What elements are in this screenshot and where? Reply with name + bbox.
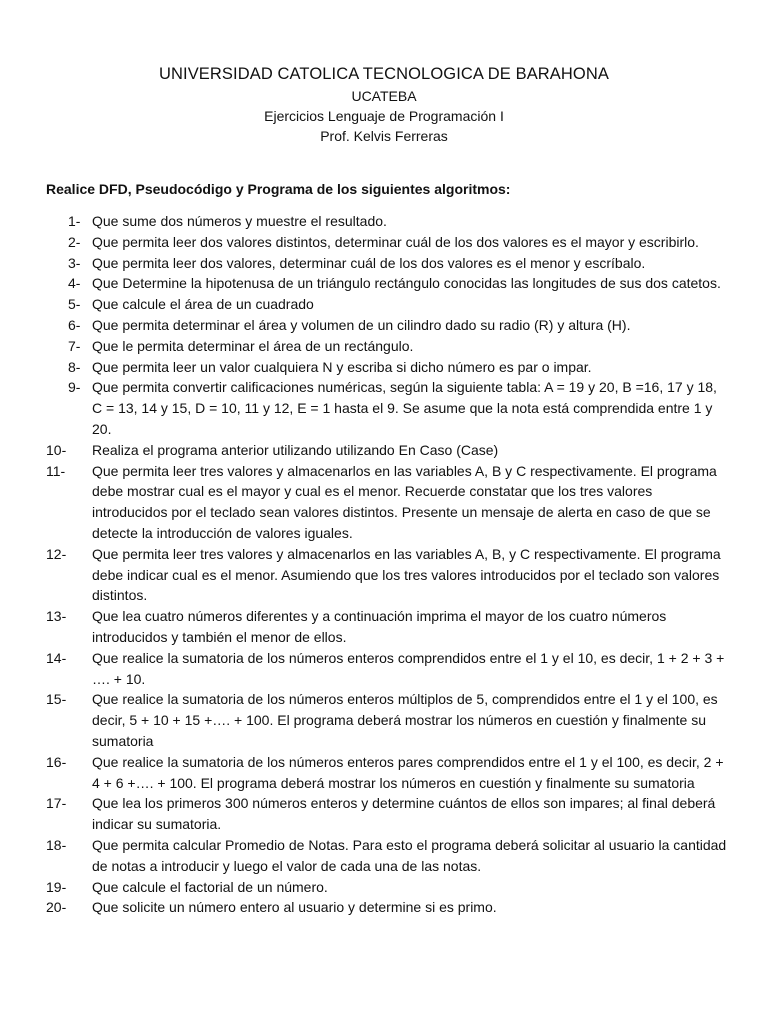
exercise-item <box>46 273 730 294</box>
exercise-item <box>46 877 730 898</box>
exercise-text: Que lea los primeros 300 números enteros y determine cuántos de ellos son impares; al final deberá indicar su sumatoria. <box>92 795 716 833</box>
exercise-item <box>46 357 730 378</box>
exercise-item <box>46 336 730 357</box>
professor-name: Prof. Kelvis Ferreras <box>320 128 448 144</box>
exercise-item <box>46 315 730 336</box>
exercise-number: 2- <box>68 233 81 250</box>
exercise-text: Que permita convertir calificaciones numéricas, según la siguiente tabla: A = 19 y 20, B =16, 17 y 18, C = 13, 14 y 15, D = 10, 11 y 12, E = 1 hasta el 9. Se asume que la nota está comprendida entre 1 y 20. <box>92 379 717 437</box>
exercise-text: Que lea cuatro números diferentes y a continuación imprima el mayor de los cuatro números introducidos y también el menor de ellos. <box>92 608 667 645</box>
exercise-text: Que sume dos números y muestre el resultado. <box>92 213 387 229</box>
exercise-number: 13- <box>46 608 67 625</box>
exercise-text: Que permita determinar el área y volumen de un cilindro dado su radio (R) y altura (H). <box>92 316 631 333</box>
exercise-number: 15- <box>46 691 67 708</box>
exercise-item <box>46 544 730 606</box>
course-title: Ejercicios Lenguaje de Programación I <box>264 108 504 124</box>
exercise-number: 18- <box>46 836 67 853</box>
exercise-number: 5- <box>68 296 81 313</box>
exercise-item <box>46 606 730 648</box>
exercise-number: 20- <box>46 899 67 916</box>
exercise-text: Que calcule el área de un cuadrado <box>92 296 314 313</box>
exercise-item <box>46 377 730 439</box>
exercise-text: Que permita leer dos valores distintos, determinar cuál de los dos valores es el mayor y escribirlo. <box>92 233 699 250</box>
exercise-list <box>46 211 730 918</box>
exercise-text: Que le permita determinar el área de un rectángulo. <box>92 337 414 354</box>
exercise-text: Realiza el programa anterior utilizando utilizando En Caso (Case) <box>92 441 499 458</box>
exercise-number: 1- <box>68 213 81 229</box>
exercise-item <box>46 648 730 690</box>
exercise-number: 7- <box>68 337 81 354</box>
exercise-text: Que permita calcular Promedio de Notas. Para esto el programa deberá solicitar al usuario la cantidad de notas a introducir y luego el valor de cada una de las notas. <box>92 836 727 874</box>
exercise-number: 16- <box>46 753 67 770</box>
exercise-number: 14- <box>46 649 67 666</box>
exercise-item <box>46 294 730 315</box>
exercise-text: Que realice la sumatoria de los números enteros pares comprendidos entre el 1 y el 100, es decir, 2 + 4 + 6 +…. + 100. El programa deberá mostrar los números en cuestión y finalmente su sumatoria <box>92 753 724 791</box>
exercise-text: Que realice la sumatoria de los números enteros múltiplos de 5, comprendidos entre el 1 y el 100, es decir, 5 + 10 + 15 +…. + 100. El programa deberá mostrar los números en cuestión y finalmente su sumatoria <box>92 691 718 749</box>
exercise-number: 10- <box>46 441 67 458</box>
exercise-text: Que solicite un número entero al usuario y determine si es primo. <box>92 899 497 916</box>
exercise-number: 19- <box>46 878 67 895</box>
exercise-text: Que permita leer tres valores y almacenarlos en las variables A, B y C respectivamente. El programa debe mostrar cual es el mayor y cual es el menor. Recuerde constatar que los tres valores introducidos por el teclado sean valores distintos. Presente un mensaje de alerta en caso de que se detecte la introducción de valores iguales. <box>92 462 717 541</box>
exercise-text: Que realice la sumatoria de los números enteros comprendidos entre el 1 y el 10, es decir, 1 + 2 + 3 + …. + 10. <box>92 649 725 687</box>
exercise-item <box>46 835 730 877</box>
exercise-item <box>46 461 730 544</box>
exercise-number: 8- <box>68 358 81 375</box>
exercise-number: 11- <box>46 462 66 479</box>
exercise-item <box>46 752 730 794</box>
exercise-text: Que Determine la hipotenusa de un triángulo rectángulo conocidas las longitudes de sus dos catetos. <box>92 275 721 292</box>
document-header <box>38 62 730 146</box>
exercise-number: 4- <box>68 275 81 292</box>
exercise-item <box>46 232 730 253</box>
exercise-item <box>46 897 730 918</box>
exercise-number: 3- <box>68 254 81 271</box>
exercise-item <box>46 253 730 274</box>
exercise-item <box>46 793 730 835</box>
exercise-item <box>46 440 730 461</box>
exercise-text: Que permita leer dos valores, determinar cuál de los dos valores es el menor y escríbalo. <box>92 254 646 271</box>
instructions-heading: Realice DFD, Pseudocódigo y Programa de los siguientes algoritmos: <box>46 181 511 197</box>
exercise-number: 6- <box>68 316 81 333</box>
university-acronym: UCATEBA <box>351 88 417 104</box>
university-title: UNIVERSIDAD CATOLICA TECNOLOGICA DE BARAHONA <box>158 65 609 83</box>
exercise-text: Que permita leer un valor cualquiera N y escriba si dicho número es par o impar. <box>92 358 592 375</box>
exercise-item <box>46 211 730 232</box>
exercise-number: 9- <box>68 379 81 396</box>
exercise-text: Que permita leer tres valores y almacenarlos en las variables A, B, y C respectivamente. El programa debe indicar cual es el menor. Asumiendo que los tres valores introducidos por el teclado son valores distintos. <box>92 545 721 604</box>
exercise-number: 12- <box>46 545 67 562</box>
exercise-text: Que calcule el factorial de un número. <box>92 878 328 895</box>
exercise-item <box>46 689 730 751</box>
exercise-number: 17- <box>46 795 67 812</box>
